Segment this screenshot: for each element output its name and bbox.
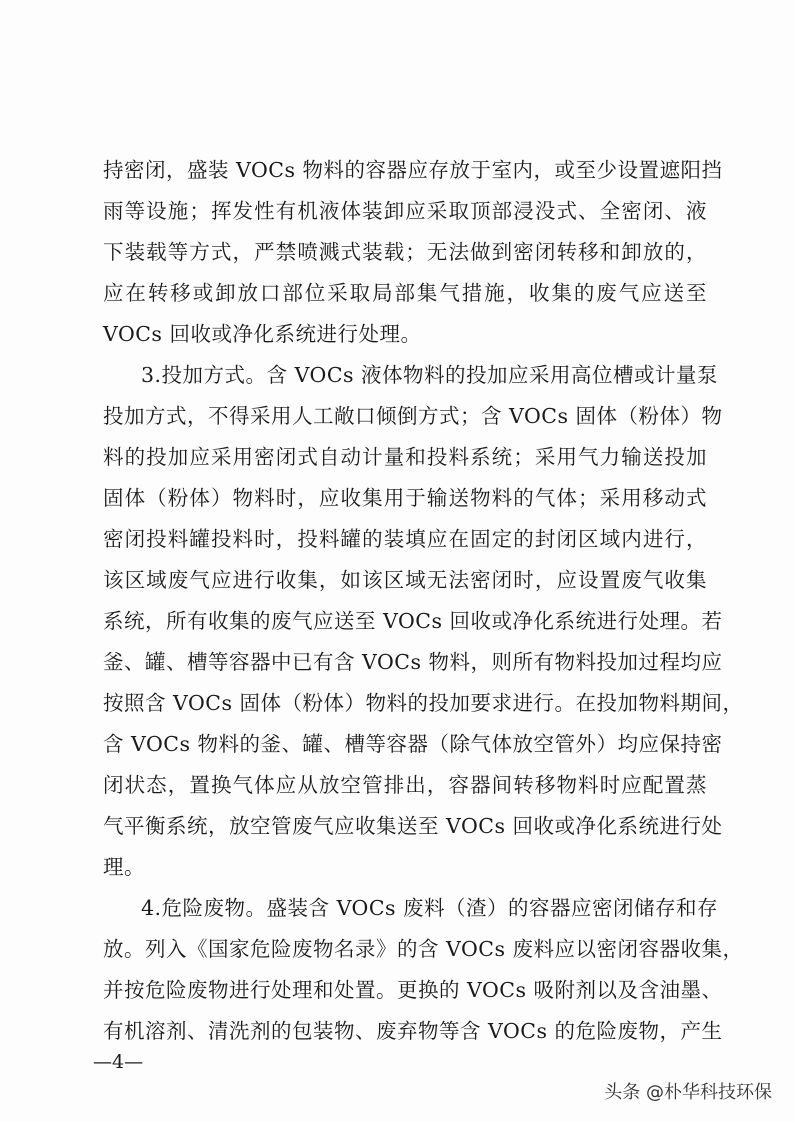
text-line: 并按危险废物进行处理和处置。更换的 VOCs 吸附剂以及含油墨、 (103, 978, 723, 1002)
text-line: 下装载等方式，严禁喷溅式装载；无法做到密闭转移和卸放的， (103, 240, 707, 264)
text-line: 应在转移或卸放口部位采取局部集气措施，收集的废气应送至 (103, 281, 707, 305)
text-line: 含 VOCs 物料的釜、罐、槽等容器（除气体放空管外）均应保持密 (103, 732, 723, 756)
paragraph-heading-3: 3.投加方式。含 VOCs 液体物料的投加应采用高位槽或计量泵 (141, 363, 719, 387)
text-line: 固体（粉体）物料时，应收集用于输送物料的气体；采用移动式 (103, 486, 707, 510)
text-line: 密闭投料罐投料时，投料罐的装填应在固定的封闭区域内进行， (103, 527, 707, 551)
text-line: 持密闭，盛装 VOCs 物料的容器应存放于室内，或至少设置遮阳挡 (103, 158, 723, 182)
text-line: 放。列入《国家危险废物名录》的含 VOCs 废料应以密闭容器收集， (103, 937, 744, 961)
text-line: VOCs 回收或净化系统进行处理。 (103, 322, 422, 346)
page-number: —4— (93, 1051, 144, 1073)
text-line: 该区域废气应进行收集，如该区域无法密闭时，应设置废气收集 (103, 568, 707, 592)
text-line: 投加方式，不得采用人工敞口倾倒方式；含 VOCs 固体（粉体）物 (103, 404, 723, 428)
text-line: 料的投加应采用密闭式自动计量和投料系统；采用气力输送投加 (103, 445, 707, 469)
text-line: 气平衡系统，放空管废气应收集送至 VOCs 回收或净化系统进行处 (103, 814, 723, 838)
text-line: 雨等设施；挥发性有机液体装卸应采取顶部浸没式、全密闭、液 (103, 199, 707, 223)
text-line: 理。 (103, 855, 145, 879)
paragraph-heading-4: 4.危险废物。盛装含 VOCs 废料（渣）的容器应密闭储存和存 (141, 896, 719, 920)
source-watermark: 头条 @朴华科技环保 (604, 1082, 772, 1103)
text-line: 釜、罐、槽等容器中已有含 VOCs 物料，则所有物料投加过程均应 (103, 650, 723, 674)
text-line: 按照含 VOCs 固体（粉体）物料的投加要求进行。在投加物料期间， (103, 691, 744, 715)
text-line: 闭状态，置换气体应从放空管排出，容器间转移物料时应配置蒸 (103, 773, 707, 797)
text-line: 有机溶剂、清洗剂的包装物、废弃物等含 VOCs 的危险废物，产生 (103, 1019, 723, 1043)
text-line: 系统，所有收集的废气应送至 VOCs 回收或净化系统进行处理。若 (103, 609, 723, 633)
